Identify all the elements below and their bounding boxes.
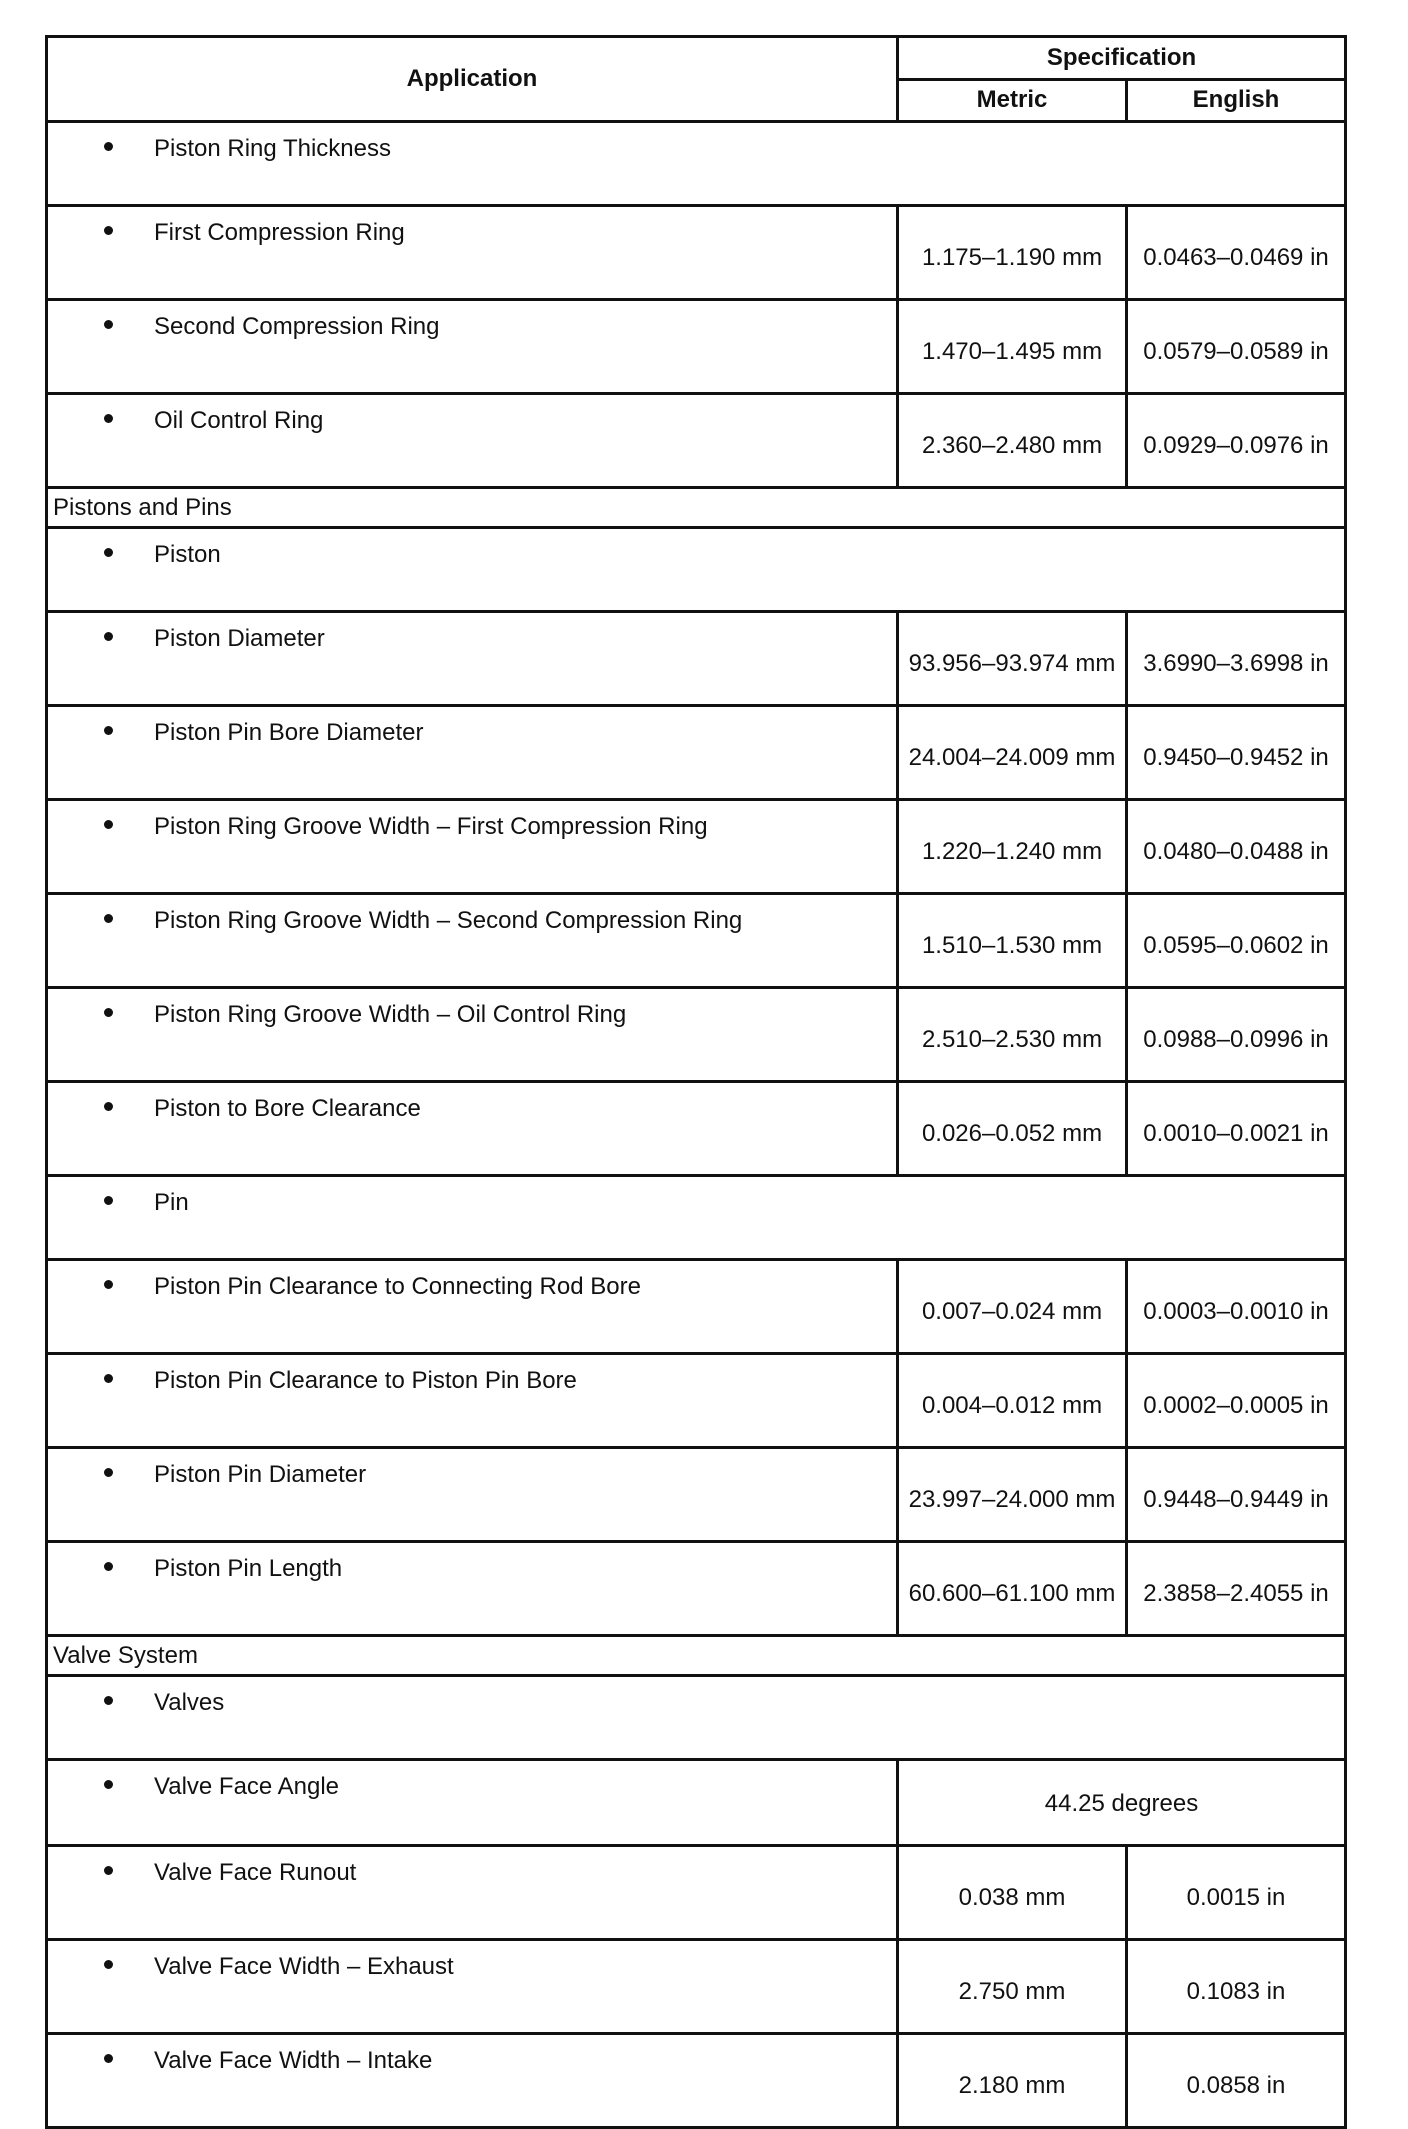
application-label: Piston <box>154 541 221 568</box>
application-label: Piston Ring Groove Width – First Compression Ring <box>154 813 708 840</box>
application-label: Piston Ring Thickness <box>154 135 391 162</box>
english-value-cell: 0.1083 in <box>1127 1940 1346 2034</box>
application-cell <box>47 206 898 300</box>
bullet-icon <box>104 726 113 735</box>
english-value-cell: 0.0002–0.0005 in <box>1127 1354 1346 1448</box>
bullet-icon <box>104 1562 113 1571</box>
bullet-icon <box>104 2054 113 2063</box>
application-label: Piston Ring Groove Width – Oil Control Ring <box>154 1001 627 1028</box>
table-row <box>47 1260 1346 1354</box>
table-row <box>47 2034 1346 2128</box>
application-label: Piston to Bore Clearance <box>154 1095 421 1122</box>
application-cell <box>47 122 1346 206</box>
metric-value-cell: 23.997–24.000 mm <box>898 1448 1127 1542</box>
table-row <box>47 1760 1346 1846</box>
english-value-cell: 0.0579–0.0589 in <box>1127 300 1346 394</box>
english-value-cell: 2.3858–2.4055 in <box>1127 1542 1346 1636</box>
table-row <box>47 300 1346 394</box>
application-label: Valve Face Width – Intake <box>154 2047 433 2074</box>
english-value-cell: 0.9448–0.9449 in <box>1127 1448 1346 1542</box>
bullet-icon <box>104 142 113 151</box>
english-value-cell: 3.6990–3.6998 in <box>1127 612 1346 706</box>
table-row <box>47 528 1346 612</box>
table-row <box>47 800 1346 894</box>
application-cell <box>47 1846 898 1940</box>
english-value-cell: 0.0929–0.0976 in <box>1127 394 1346 488</box>
metric-value-cell: 0.007–0.024 mm <box>898 1260 1127 1354</box>
table-row <box>47 988 1346 1082</box>
header-row <box>47 37 1346 80</box>
application-header: Application <box>47 37 898 122</box>
bullet-icon <box>104 1008 113 1017</box>
bullet-icon <box>104 1468 113 1477</box>
metric-value-cell: 2.510–2.530 mm <box>898 988 1127 1082</box>
english-value-cell: 0.0595–0.0602 in <box>1127 894 1346 988</box>
application-label: Pin <box>154 1189 189 1216</box>
table-row <box>47 122 1346 206</box>
table-row <box>47 1846 1346 1940</box>
metric-value-cell: 60.600–61.100 mm <box>898 1542 1127 1636</box>
section-row <box>47 1636 1346 1676</box>
bullet-icon <box>104 1960 113 1969</box>
application-cell <box>47 1676 1346 1760</box>
application-cell <box>47 706 898 800</box>
metric-value-cell: 2.360–2.480 mm <box>898 394 1127 488</box>
bullet-icon <box>104 414 113 423</box>
metric-value-cell: 0.038 mm <box>898 1846 1127 1940</box>
english-value-cell: 0.0480–0.0488 in <box>1127 800 1346 894</box>
table-row <box>47 706 1346 800</box>
specification-header: Specification <box>898 37 1346 80</box>
application-label: Piston Pin Clearance to Connecting Rod Bore <box>154 1273 641 1300</box>
application-cell <box>47 1176 1346 1260</box>
english-value-cell: 0.0015 in <box>1127 1846 1346 1940</box>
table-row <box>47 1542 1346 1636</box>
table-row <box>47 1176 1346 1260</box>
bullet-icon <box>104 1102 113 1111</box>
application-label: Second Compression Ring <box>154 313 440 340</box>
application-cell <box>47 894 898 988</box>
application-cell <box>47 1082 898 1176</box>
application-cell <box>47 1448 898 1542</box>
application-cell <box>47 800 898 894</box>
application-cell <box>47 612 898 706</box>
english-value-cell: 0.0988–0.0996 in <box>1127 988 1346 1082</box>
metric-header: Metric <box>898 79 1127 122</box>
table-row <box>47 1448 1346 1542</box>
application-cell <box>47 2034 898 2128</box>
application-label: First Compression Ring <box>154 219 405 246</box>
application-label: Valve Face Angle <box>154 1773 340 1800</box>
application-label: Piston Pin Length <box>154 1555 343 1582</box>
bullet-icon <box>104 226 113 235</box>
application-label: Valve Face Runout <box>154 1859 357 1886</box>
table-row <box>47 206 1346 300</box>
combined-value-cell: 44.25 degrees <box>898 1760 1346 1846</box>
bullet-icon <box>104 1696 113 1705</box>
application-label: Piston Pin Diameter <box>154 1461 367 1488</box>
application-label: Valve Face Width – Exhaust <box>154 1953 454 1980</box>
table-row <box>47 1354 1346 1448</box>
application-cell <box>47 528 1346 612</box>
section-row <box>47 488 1346 528</box>
table-row <box>47 1082 1346 1176</box>
bullet-icon <box>104 632 113 641</box>
metric-value-cell: 1.175–1.190 mm <box>898 206 1127 300</box>
application-cell <box>47 1354 898 1448</box>
application-cell <box>47 1260 898 1354</box>
application-cell <box>47 1542 898 1636</box>
table-row <box>47 612 1346 706</box>
bullet-icon <box>104 820 113 829</box>
table-row <box>47 1940 1346 2034</box>
english-value-cell: 0.9450–0.9452 in <box>1127 706 1346 800</box>
application-label: Piston Ring Groove Width – Second Compression Ring <box>154 907 743 934</box>
metric-value-cell: 1.220–1.240 mm <box>898 800 1127 894</box>
metric-value-cell: 2.180 mm <box>898 2034 1127 2128</box>
application-label: Valves <box>154 1689 225 1716</box>
application-label: Oil Control Ring <box>154 407 324 434</box>
table-row <box>47 394 1346 488</box>
bullet-icon <box>104 320 113 329</box>
application-cell <box>47 1760 898 1846</box>
application-cell <box>47 1940 898 2034</box>
table-body <box>47 122 1346 2128</box>
bullet-icon <box>104 1280 113 1289</box>
bullet-icon <box>104 1374 113 1383</box>
bullet-icon <box>104 1780 113 1789</box>
metric-value-cell: 0.026–0.052 mm <box>898 1082 1127 1176</box>
english-value-cell: 0.0463–0.0469 in <box>1127 206 1346 300</box>
bullet-icon <box>104 1866 113 1875</box>
specification-table <box>45 35 1347 2129</box>
bullet-icon <box>104 1196 113 1205</box>
metric-value-cell: 0.004–0.012 mm <box>898 1354 1127 1448</box>
english-value-cell: 0.0010–0.0021 in <box>1127 1082 1346 1176</box>
section-heading: Valve System <box>47 1636 1346 1676</box>
application-cell <box>47 988 898 1082</box>
application-label: Piston Pin Clearance to Piston Pin Bore <box>154 1367 577 1394</box>
bullet-icon <box>104 914 113 923</box>
section-heading: Pistons and Pins <box>47 488 1346 528</box>
table-row <box>47 1676 1346 1760</box>
application-cell <box>47 394 898 488</box>
english-header: English <box>1127 79 1346 122</box>
metric-value-cell: 93.956–93.974 mm <box>898 612 1127 706</box>
application-cell <box>47 300 898 394</box>
metric-value-cell: 1.470–1.495 mm <box>898 300 1127 394</box>
metric-value-cell: 2.750 mm <box>898 1940 1127 2034</box>
metric-value-cell: 1.510–1.530 mm <box>898 894 1127 988</box>
application-label: Piston Pin Bore Diameter <box>154 719 424 746</box>
table-row <box>47 894 1346 988</box>
english-value-cell: 0.0003–0.0010 in <box>1127 1260 1346 1354</box>
english-value-cell: 0.0858 in <box>1127 2034 1346 2128</box>
application-label: Piston Diameter <box>154 625 325 652</box>
metric-value-cell: 24.004–24.009 mm <box>898 706 1127 800</box>
bullet-icon <box>104 548 113 557</box>
